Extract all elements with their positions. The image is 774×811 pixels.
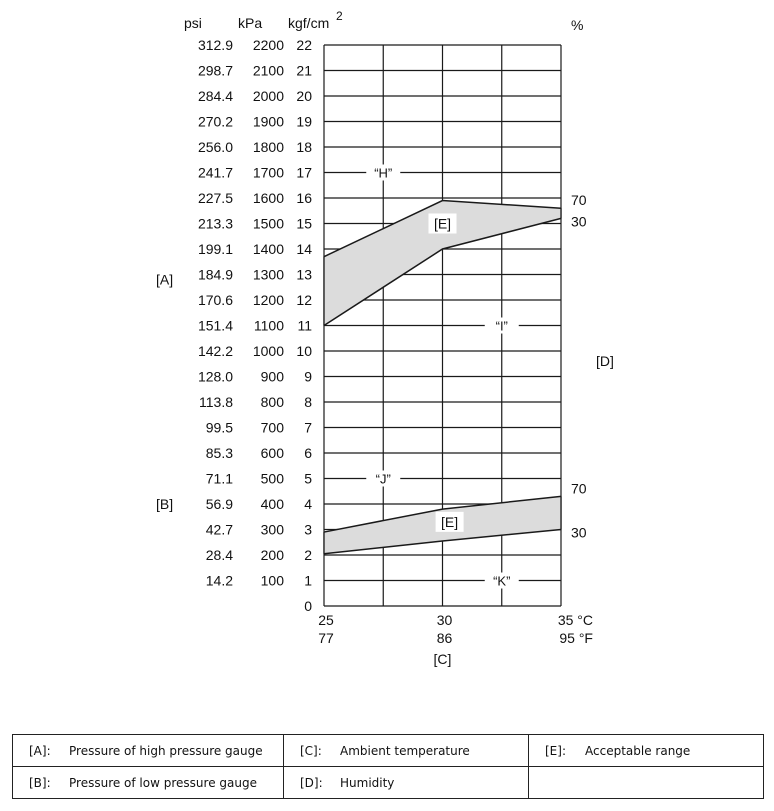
y-tick-psi: 56.9 xyxy=(205,496,233,512)
y-tick-kpa: 1400 xyxy=(252,241,284,257)
unit-header-psi: psi xyxy=(184,15,202,31)
zone-label: “H” xyxy=(374,165,393,181)
zone-label: “J” xyxy=(375,471,391,487)
y-tick-kgf: 2 xyxy=(304,547,312,563)
y-tick-psi: 213.3 xyxy=(197,215,233,232)
y-tick-kgf: 14 xyxy=(296,241,312,257)
y-tick-kgf: 16 xyxy=(296,190,312,206)
legend-text-e: Acceptable range xyxy=(585,743,691,758)
y-tick-kpa: 100 xyxy=(260,572,284,589)
y-tick-kpa: 400 xyxy=(260,496,284,512)
legend-text-d: Humidity xyxy=(340,775,395,790)
humidity-label-high-30: 30 xyxy=(571,213,587,230)
y-tick-kpa: 600 xyxy=(260,445,284,461)
y-tick-psi: 256.0 xyxy=(197,139,233,155)
legend-cell-empty xyxy=(529,767,764,799)
unit-header-kpa: kPa xyxy=(238,15,263,31)
y-tick-kgf: 19 xyxy=(296,113,312,130)
y-tick-kgf: 0 xyxy=(304,598,312,614)
y-tick-kgf: 6 xyxy=(304,445,312,461)
legend-key-d: [D]: xyxy=(300,775,323,790)
y-tick-kpa: 1600 xyxy=(252,190,284,206)
humidity-label-low-30: 30 xyxy=(571,524,587,541)
y-tick-kgf: 18 xyxy=(296,139,312,155)
x-tick-celsius: 30 xyxy=(436,612,453,628)
y-tick-psi: 184.9 xyxy=(197,266,233,283)
y-tick-kpa: 800 xyxy=(260,394,284,410)
y-tick-psi: 28.4 xyxy=(205,547,233,563)
y-tick-psi: 85.3 xyxy=(205,445,233,461)
y-tick-kpa: 1000 xyxy=(252,343,284,359)
legend-cell-e xyxy=(529,735,764,767)
y-tick-kgf: 3 xyxy=(304,521,312,538)
legend-cell-d xyxy=(284,767,529,799)
unit-header-percent: % xyxy=(571,17,584,33)
y-tick-kgf: 1 xyxy=(304,572,312,589)
range-label: [E] xyxy=(433,215,452,232)
y-tick-psi: 14.2 xyxy=(205,572,233,589)
y-tick-psi: 227.5 xyxy=(197,190,233,206)
x-tick-fahrenheit: 77 xyxy=(318,630,334,646)
y-tick-kgf: 12 xyxy=(296,292,312,308)
y-tick-kpa: 300 xyxy=(260,521,284,538)
y-tick-kpa: 900 xyxy=(260,368,284,385)
y-tick-kgf: 20 xyxy=(296,88,312,104)
y-tick-kgf: 17 xyxy=(296,164,312,181)
y-tick-kgf: 9 xyxy=(304,368,312,385)
y-tick-kpa: 2100 xyxy=(252,62,284,79)
unit-header-kgf-superscript: 2 xyxy=(336,9,343,23)
y-tick-psi: 142.2 xyxy=(197,343,233,359)
y-tick-kgf: 4 xyxy=(304,496,312,512)
x-axis-label: [C] xyxy=(433,651,452,667)
y-tick-psi: 113.8 xyxy=(199,394,233,410)
humidity-label-high-70: 70 xyxy=(571,192,587,209)
y-tick-psi: 42.7 xyxy=(205,521,233,538)
y-tick-psi: 99.5 xyxy=(205,419,233,436)
y-tick-psi: 71.1 xyxy=(205,470,233,487)
legend-text-c: Ambient temperature xyxy=(340,743,470,758)
y-tick-psi: 241.7 xyxy=(197,164,233,181)
y-tick-kpa: 1800 xyxy=(252,139,284,155)
y-tick-kpa: 700 xyxy=(260,419,284,436)
y-tick-kpa: 1200 xyxy=(252,292,284,308)
y-tick-psi: 312.9 xyxy=(197,37,233,53)
y-tick-kpa: 1700 xyxy=(252,164,284,181)
legend-row xyxy=(13,735,764,767)
legend-key-e: [E]: xyxy=(545,743,566,758)
y-tick-kgf: 21 xyxy=(296,62,312,79)
y-tick-kpa: 1900 xyxy=(252,113,284,130)
y-tick-psi: 151.4 xyxy=(197,317,233,334)
x-tick-fahrenheit: 95 °F xyxy=(559,630,593,646)
y-tick-kpa: 2000 xyxy=(252,88,284,104)
legend-table xyxy=(12,734,764,799)
legend-text-b: Pressure of low pressure gauge xyxy=(69,775,257,790)
legend-cell-b xyxy=(13,767,284,799)
x-tick-celsius: 25 xyxy=(318,612,334,628)
y-tick-kgf: 7 xyxy=(304,419,312,436)
y-tick-psi: 270.2 xyxy=(197,113,233,130)
zone-label: “I” xyxy=(495,318,508,334)
humidity-label-low-70: 70 xyxy=(571,480,587,497)
y-tick-kgf: 8 xyxy=(304,394,312,410)
y-tick-kgf: 5 xyxy=(304,470,312,487)
y-tick-psi: 128.0 xyxy=(197,368,233,385)
zone-label: “K” xyxy=(493,573,511,589)
y-group-label: [B] xyxy=(156,496,174,512)
x-tick-fahrenheit: 86 xyxy=(436,630,453,646)
y-tick-psi: 284.4 xyxy=(197,88,233,104)
y-tick-kpa: 200 xyxy=(260,547,284,563)
y-tick-kgf: 22 xyxy=(296,37,312,53)
y-tick-kgf: 15 xyxy=(296,215,312,232)
unit-header-kgf: kgf/cm xyxy=(288,15,330,31)
legend-text-a: Pressure of high pressure gauge xyxy=(69,743,263,758)
legend-row xyxy=(13,767,764,799)
range-label: [E] xyxy=(441,513,459,530)
axis-ticks xyxy=(184,9,593,646)
humidity-axis-label: [D] xyxy=(596,353,614,370)
legend-key-c: [C]: xyxy=(300,743,322,758)
y-tick-kgf: 13 xyxy=(296,266,312,283)
y-tick-kpa: 2200 xyxy=(252,37,284,53)
y-tick-kgf: 10 xyxy=(296,343,312,359)
y-tick-kpa: 1500 xyxy=(252,215,284,232)
y-tick-kgf: 11 xyxy=(297,317,312,334)
y-tick-kpa: 500 xyxy=(260,470,284,487)
legend-cell-c xyxy=(284,735,529,767)
y-tick-psi: 199.1 xyxy=(197,241,233,257)
y-tick-kpa: 1300 xyxy=(252,266,284,283)
y-group-label: [A] xyxy=(156,271,174,288)
legend-key-a: [A]: xyxy=(29,743,51,758)
legend-key-b: [B]: xyxy=(29,775,51,790)
y-tick-psi: 170.6 xyxy=(197,292,233,308)
x-tick-celsius: 35 °C xyxy=(557,612,593,628)
y-tick-psi: 298.7 xyxy=(197,62,233,79)
legend-cell-a xyxy=(13,735,284,767)
y-tick-kpa: 1100 xyxy=(253,317,284,334)
